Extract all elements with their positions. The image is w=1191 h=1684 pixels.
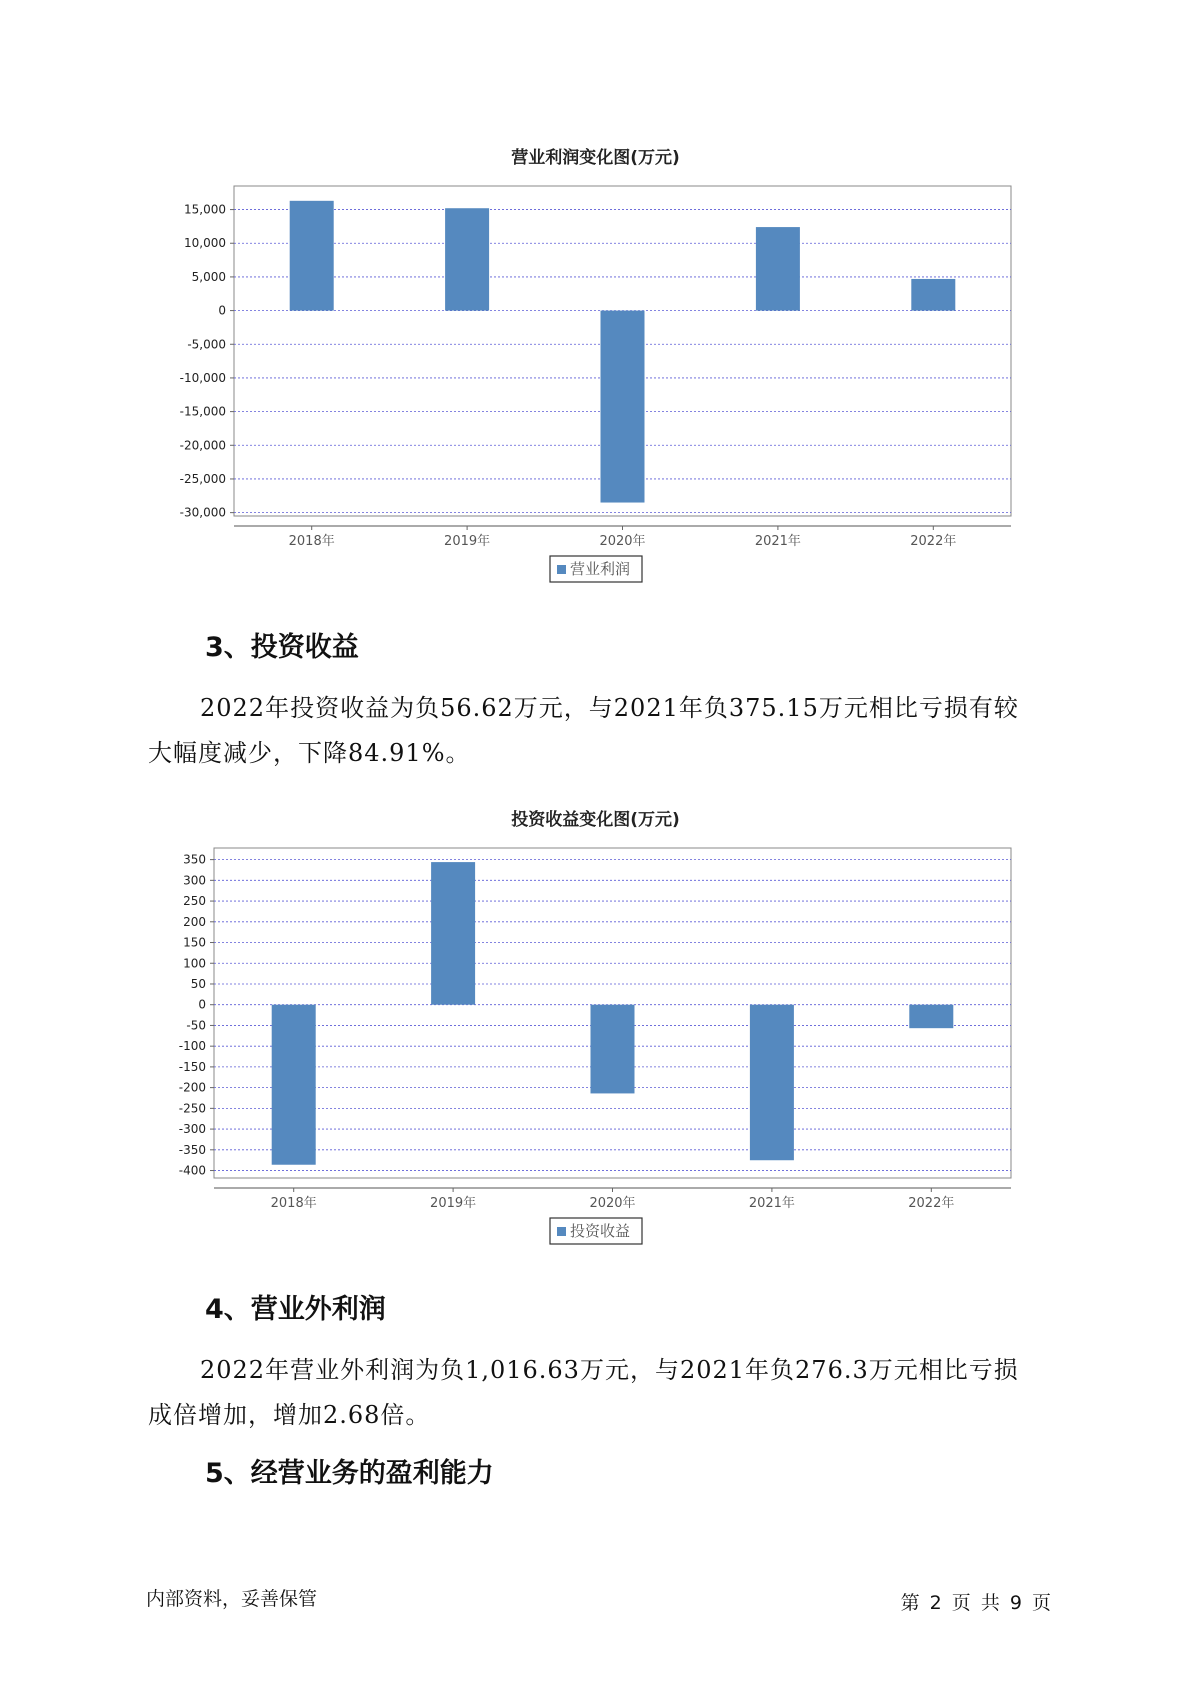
y-tick-label: -400: [178, 1163, 206, 1178]
y-tick-label: 50: [190, 976, 206, 991]
legend: [550, 1218, 642, 1244]
bar: [591, 1005, 635, 1094]
bar: [750, 1005, 794, 1161]
bar: [756, 227, 800, 311]
chart1-title: 营业利润变化图(万元): [511, 148, 680, 168]
bar: [909, 1005, 953, 1028]
x-tick-label: 2019年: [444, 534, 491, 549]
x-tick-label: 2019年: [430, 1196, 477, 1211]
bar: [445, 208, 489, 310]
section3-line2: 大幅度减少，下降84.91%。: [148, 739, 471, 767]
y-tick-label: -250: [178, 1101, 206, 1116]
footer-page-number: 第 2 页 共 9 页: [900, 1592, 1051, 1614]
bar: [911, 279, 955, 311]
x-tick-label: 2022年: [908, 1196, 955, 1211]
x-tick-label: 2022年: [910, 534, 957, 549]
section4-paragraph: [148, 1348, 1058, 1438]
y-tick-label: -150: [178, 1059, 206, 1074]
chart2-title: 投资收益变化图(万元): [511, 810, 680, 830]
x-tick-label: 2018年: [288, 534, 335, 549]
y-tick-label: 300: [183, 873, 206, 888]
x-tick-label: 2021年: [748, 1196, 795, 1211]
y-tick-label: 350: [183, 852, 206, 867]
section4-heading: 4、营业外利润: [205, 1294, 386, 1325]
section3-heading: 3、投资收益: [205, 632, 359, 663]
y-tick-label: 5,000: [191, 269, 226, 284]
y-tick-label: -25,000: [179, 471, 226, 486]
x-tick-label: 2020年: [599, 534, 646, 549]
y-tick-label: -300: [178, 1122, 206, 1137]
bar: [272, 1005, 316, 1165]
y-tick-label: -15,000: [179, 404, 226, 419]
y-tick-label: 0: [218, 303, 226, 318]
y-tick-label: -50: [186, 1018, 206, 1033]
x-tick-label: 2020年: [589, 1196, 636, 1211]
legend-swatch: [557, 1227, 566, 1236]
legend: [550, 556, 642, 582]
y-tick-label: 150: [183, 935, 206, 950]
legend-label: 投资收益: [570, 1222, 631, 1240]
y-tick-label: 100: [183, 956, 206, 971]
section3-line1: 2022年投资收益为负56.62万元，与2021年负375.15万元相比亏损有较: [200, 694, 1019, 722]
x-tick-label: 2018年: [270, 1196, 317, 1211]
operating-profit-chart: [0, 180, 1191, 600]
y-tick-label: 0: [198, 997, 206, 1012]
section5-heading: 5、经营业务的盈利能力: [205, 1458, 494, 1489]
investment-income-chart: [0, 840, 1191, 1260]
section4-line2: 成倍增加，增加2.68倍。: [148, 1401, 431, 1429]
y-tick-label: -5,000: [187, 337, 226, 352]
x-tick-label: 2021年: [754, 534, 801, 549]
y-tick-label: 10,000: [184, 236, 226, 251]
y-tick-label: -10,000: [179, 370, 226, 385]
y-tick-label: 200: [183, 914, 206, 929]
legend-swatch: [557, 565, 566, 574]
section3-paragraph: [148, 686, 1058, 776]
y-tick-label: 250: [183, 894, 206, 909]
y-tick-label: -350: [178, 1142, 206, 1157]
bar: [290, 201, 334, 311]
y-tick-label: 15,000: [184, 202, 226, 217]
footer-confidential-note: 内部资料，妥善保管: [146, 1588, 318, 1610]
y-tick-label: -200: [178, 1080, 206, 1095]
y-tick-label: -20,000: [179, 438, 226, 453]
legend-label: 营业利润: [570, 560, 631, 578]
y-tick-label: -30,000: [179, 505, 226, 520]
bar: [431, 862, 475, 1005]
bar: [601, 311, 645, 503]
y-tick-label: -100: [178, 1039, 206, 1054]
section4-line1: 2022年营业外利润为负1,016.63万元，与2021年负276.3万元相比亏损: [200, 1356, 1019, 1384]
